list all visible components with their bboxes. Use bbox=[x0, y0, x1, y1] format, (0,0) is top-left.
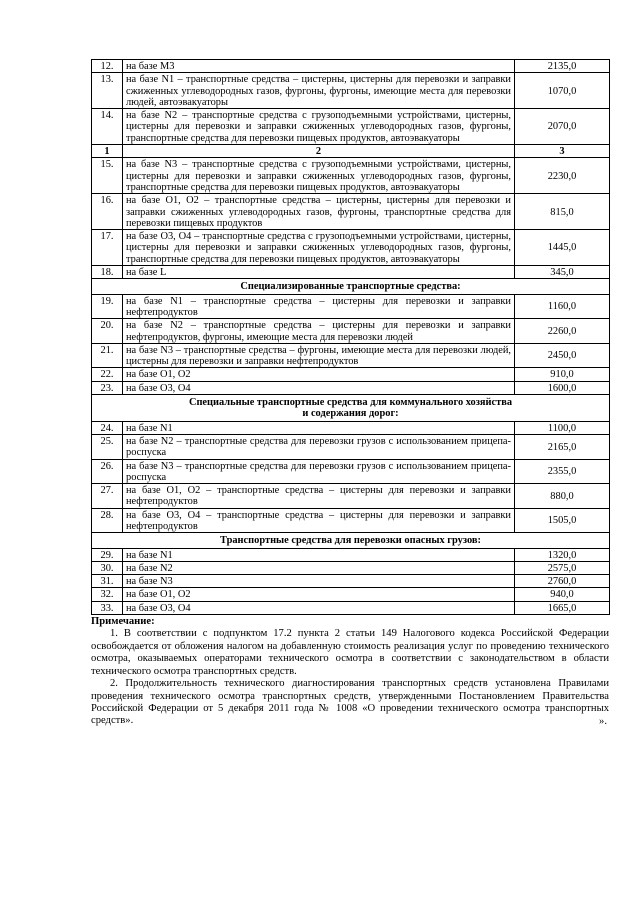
row-price: 3 bbox=[515, 145, 610, 158]
row-number: 17. bbox=[92, 230, 123, 266]
row-description: на базе О3, О4 – транспортные средства – цистерны для перевозки и заправки нефтепродуктов bbox=[123, 508, 515, 533]
document-page bbox=[91, 59, 609, 728]
row-description: на базе N1 – транспортные средства – цистерны для перевозки и заправки нефтепродуктов bbox=[123, 294, 515, 319]
row-description: на базе О3, О4 – транспортные средства с грузоподъемными устройствами, цистерны, цистерны для перевозки и заправки сжиженных углеводородных газов, фургоны, транспортные средства для перевозки пищевых продуктов, автоэвакуаторы bbox=[123, 230, 515, 266]
row-description: на базе О1, О2 bbox=[123, 588, 515, 601]
table-row bbox=[92, 60, 610, 73]
table-row bbox=[92, 434, 610, 459]
table-row bbox=[92, 319, 610, 344]
row-description: на базе N1 bbox=[123, 548, 515, 561]
row-price: 2165,0 bbox=[515, 434, 610, 459]
row-number: 19. bbox=[92, 294, 123, 319]
row-price: 2760,0 bbox=[515, 575, 610, 588]
row-number: 14. bbox=[92, 109, 123, 145]
note-item bbox=[91, 678, 609, 728]
row-description: на базе N1 bbox=[123, 421, 515, 434]
note-item: 1. В соответствии с подпунктом 17.2 пункта 2 статьи 149 Налогового кодекса Российской Федерации освобождается от обложения налогом на добавленную стоимость реализация услуг по проведению технического осмотра, оказываемых операторами технического осмотра в соответствии с законодательством в области технического осмотра транспортных средств. bbox=[91, 628, 609, 677]
row-description: на базе N2 – транспортные средства для перевозки грузов с использованием прицепа-роспуска bbox=[123, 434, 515, 459]
section-title-line: Транспортные средства для перевозки опасных грузов: bbox=[220, 535, 481, 547]
row-number: 18. bbox=[92, 266, 123, 279]
row-number: 25. bbox=[92, 434, 123, 459]
section-title bbox=[92, 279, 610, 294]
row-description: на базе N2 bbox=[123, 561, 515, 574]
table-row bbox=[92, 561, 610, 574]
section-header-row bbox=[92, 533, 610, 548]
row-price: 1100,0 bbox=[515, 421, 610, 434]
row-number: 22. bbox=[92, 368, 123, 381]
table-row bbox=[92, 588, 610, 601]
row-price: 1665,0 bbox=[515, 601, 610, 614]
row-description: на базе О1, О2 – транспортные средства – цистерны для перевозки и заправки нефтепродуктов bbox=[123, 484, 515, 509]
table-row bbox=[92, 421, 610, 434]
table-row bbox=[92, 343, 610, 368]
row-price: 1160,0 bbox=[515, 294, 610, 319]
row-number: 30. bbox=[92, 561, 123, 574]
section-title bbox=[92, 533, 610, 548]
notes-title: Примечание: bbox=[91, 616, 155, 628]
row-number: 21. bbox=[92, 343, 123, 368]
row-price: 880,0 bbox=[515, 484, 610, 509]
column-numbers-row bbox=[92, 145, 610, 158]
row-description: на базе N2 – транспортные средства с грузоподъемными устройствами, цистерны, цистерны для перевозки и заправки сжиженных углеводородных газов, фургоны, транспортные средства для перевозки пищевых продуктов, автоэвакуаторы bbox=[123, 109, 515, 145]
row-price: 1505,0 bbox=[515, 508, 610, 533]
row-number: 33. bbox=[92, 601, 123, 614]
row-number: 32. bbox=[92, 588, 123, 601]
section-title bbox=[92, 395, 610, 422]
table-row bbox=[92, 368, 610, 381]
row-description: на базе N1 – транспортные средства – цистерны, цистерны для перевозки и заправки сжиженных углеводородных газов, фургоны, фургоны, имеющие места для перевозки людей, автоэвакуаторы bbox=[123, 73, 515, 109]
row-description: на базе О3, О4 bbox=[123, 381, 515, 394]
tariff-table bbox=[91, 59, 610, 615]
row-price: 940,0 bbox=[515, 588, 610, 601]
section-header-row bbox=[92, 279, 610, 294]
row-description: на базе О1, О2 bbox=[123, 368, 515, 381]
row-description: на базе N2 – транспортные средства – цистерны для перевозки и заправки нефтепродуктов, фургоны, имеющие места для перевозки людей bbox=[123, 319, 515, 344]
section-title-line: и содержания дорог: bbox=[302, 408, 399, 420]
row-description: 2 bbox=[123, 145, 515, 158]
row-price: 2450,0 bbox=[515, 343, 610, 368]
row-description: на базе N3 – транспортные средства с грузоподъемными устройствами, цистерны, цистерны для перевозки и заправки сжиженных углеводородных газов, фургоны, транспортные средства для перевозки пищевых продуктов, автоэвакуаторы bbox=[123, 158, 515, 194]
row-number: 27. bbox=[92, 484, 123, 509]
row-description: на базе О3, О4 bbox=[123, 601, 515, 614]
row-number: 28. bbox=[92, 508, 123, 533]
row-price: 2260,0 bbox=[515, 319, 610, 344]
row-price: 2070,0 bbox=[515, 109, 610, 145]
row-price: 815,0 bbox=[515, 194, 610, 230]
row-number: 15. bbox=[92, 158, 123, 194]
table-row bbox=[92, 73, 610, 109]
row-price: 2355,0 bbox=[515, 459, 610, 484]
table-row bbox=[92, 575, 610, 588]
closing-quote: ». bbox=[599, 715, 607, 727]
table-row bbox=[92, 484, 610, 509]
row-number: 13. bbox=[92, 73, 123, 109]
row-description: на базе N3 – транспортные средства для перевозки грузов с использованием прицепа-роспуска bbox=[123, 459, 515, 484]
table-row bbox=[92, 230, 610, 266]
row-number: 26. bbox=[92, 459, 123, 484]
table-row bbox=[92, 459, 610, 484]
row-description: на базе L bbox=[123, 266, 515, 279]
table-row bbox=[92, 381, 610, 394]
table-row bbox=[92, 548, 610, 561]
row-description: на базе N3 bbox=[123, 575, 515, 588]
table-row bbox=[92, 158, 610, 194]
table-row bbox=[92, 109, 610, 145]
row-number: 31. bbox=[92, 575, 123, 588]
row-number: 23. bbox=[92, 381, 123, 394]
section-title-line: Специализированные транспортные средства: bbox=[240, 281, 461, 293]
row-number: 24. bbox=[92, 421, 123, 434]
row-description: на базе N3 – транспортные средства – фургоны, имеющие места для перевозки людей, цистерны для перевозки и заправки нефтепродуктов bbox=[123, 343, 515, 368]
row-price: 2230,0 bbox=[515, 158, 610, 194]
row-description: на базе О1, О2 – транспортные средства – цистерны, цистерны для перевозки и заправки сжиженных углеводородных газов, фургоны, транспортные средства для перевозки пищевых продуктов bbox=[123, 194, 515, 230]
tariff-table-body bbox=[92, 60, 610, 615]
table-row bbox=[92, 508, 610, 533]
row-price: 1445,0 bbox=[515, 230, 610, 266]
row-price: 345,0 bbox=[515, 266, 610, 279]
row-price: 2135,0 bbox=[515, 60, 610, 73]
row-number: 29. bbox=[92, 548, 123, 561]
row-number: 20. bbox=[92, 319, 123, 344]
table-row bbox=[92, 194, 610, 230]
section-title-line: Специальные транспортные средства для коммунального хозяйства bbox=[188, 397, 513, 409]
note-item-text: 2. Продолжительность технического диагностирования транспортных средств установлена Правилами проведения технического осмотра транспортных средств, утвержденными Постановлением Правительства Российской Федерации от 5 декабря 2011 года № 1008 «О проведении технического осмотра транспортных средств». bbox=[91, 678, 609, 727]
section-header-row bbox=[92, 395, 610, 422]
row-number: 1 bbox=[92, 145, 123, 158]
row-price: 910,0 bbox=[515, 368, 610, 381]
row-price: 1070,0 bbox=[515, 73, 610, 109]
row-price: 1320,0 bbox=[515, 548, 610, 561]
notes-section bbox=[91, 616, 609, 728]
table-row bbox=[92, 294, 610, 319]
row-number: 16. bbox=[92, 194, 123, 230]
row-price: 2575,0 bbox=[515, 561, 610, 574]
table-row bbox=[92, 266, 610, 279]
row-price: 1600,0 bbox=[515, 381, 610, 394]
row-description: на базе М3 bbox=[123, 60, 515, 73]
row-number: 12. bbox=[92, 60, 123, 73]
table-row bbox=[92, 601, 610, 614]
